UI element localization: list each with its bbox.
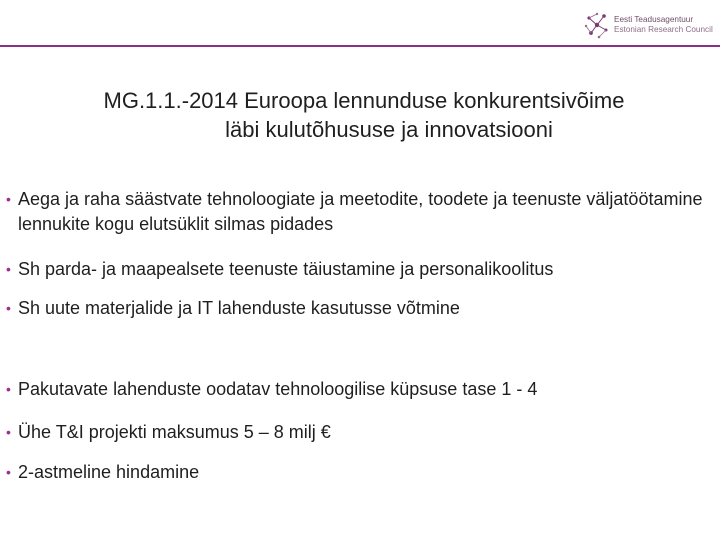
bullet-text: Aega ja raha säästvate tehnoloogiate ja meetodite, toodete ja teenuste väljatöötamine lennukite kogu elutsüklit silmas pidades (18, 189, 703, 234)
bullet-marker: • (6, 381, 11, 397)
bullet-item (6, 296, 706, 321)
bullet-item (6, 187, 706, 237)
bullet-marker: • (6, 300, 11, 316)
slide-title-line-1: MG.1.1.-2014 Euroopa lennunduse konkurentsivõime (103, 88, 625, 113)
bullet-text: Pakutavate lahenduste oodatav tehnoloogilise küpsuse tase 1 - 4 (18, 379, 538, 399)
bullet-item (6, 257, 706, 282)
bullet-marker: • (6, 261, 11, 277)
bullet-marker: • (6, 424, 11, 440)
logo-line-english: Estonian Research Council (614, 24, 713, 34)
bullet-marker: • (6, 464, 11, 480)
bullet-text: Sh uute materjalide ja IT lahenduste kasutusse võtmine (18, 298, 460, 318)
bullet-item (6, 420, 706, 445)
bullet-text: Sh parda- ja maapealsete teenuste täiustamine ja personalikoolitus (18, 259, 554, 279)
bullet-marker: • (6, 191, 11, 207)
bullet-item (6, 460, 706, 485)
bullet-text: 2-astmeline hindamine (18, 462, 200, 482)
bullet-item (6, 377, 706, 402)
bullet-text: Ühe T&I projekti maksumus 5 – 8 milj € (18, 422, 331, 442)
logo-line-estonian: Eesti Teadusagentuur (614, 15, 694, 24)
slide-title-line-2: läbi kulutõhususe ja innovatsiooni (225, 117, 553, 142)
